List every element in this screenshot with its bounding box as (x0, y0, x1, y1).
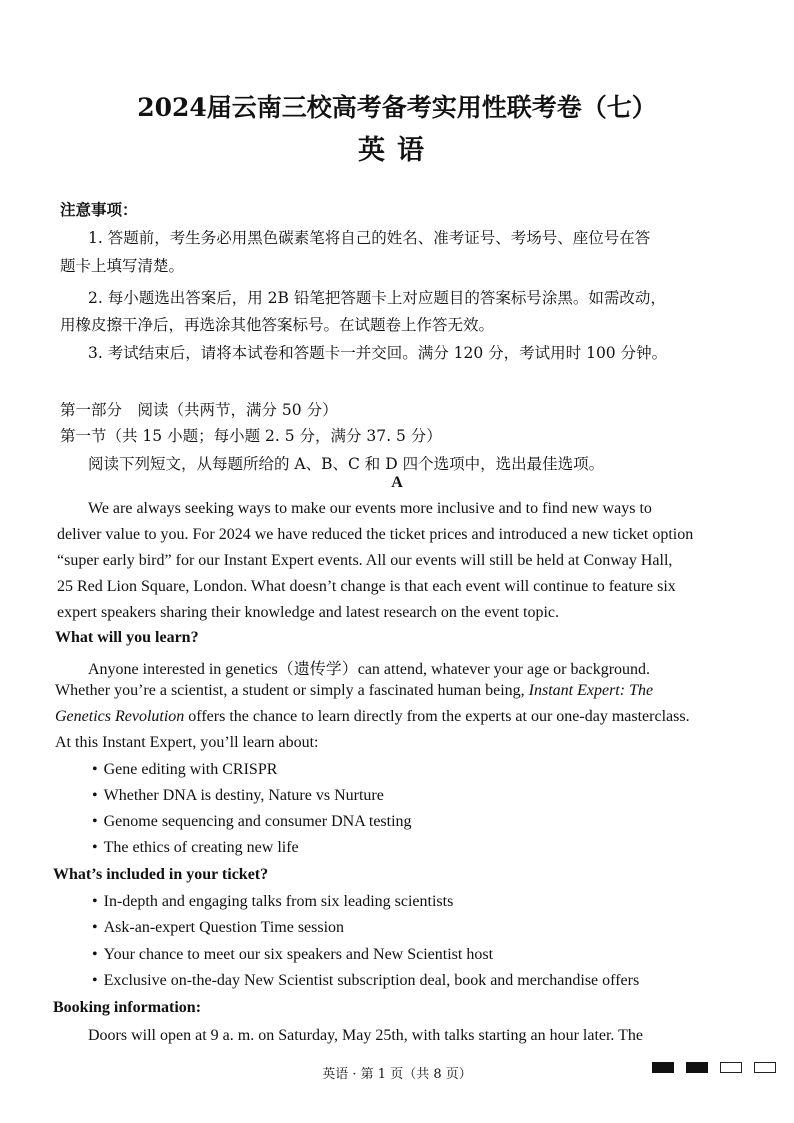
passage-line: 25 Red Lion Square, London. What doesn’t change is that each event will continue to feature six (57, 578, 676, 595)
event-title-italic: Instant Expert: The (528, 682, 654, 699)
bullet-icon: • (92, 893, 98, 910)
list-item (92, 761, 277, 779)
list-item-text: Your chance to meet our six speakers and New Scientist host (103, 946, 494, 963)
instruction-text: 阅读下列短文，从每题所给的 A、B、C 和 D 四个选项中，选出最佳选项。 (88, 455, 605, 473)
list-item (92, 946, 493, 964)
notes-line: 题卡上填写清楚。 (60, 257, 185, 275)
passage-line (55, 708, 690, 726)
event-title-italic: Genetics Revolution (55, 708, 185, 725)
notes-heading: 注意事项： (60, 200, 138, 219)
passage-text: Whether you’re a scientist, a student or simply a fascinated human being, (55, 682, 525, 699)
section-heading: 第一节（共 15 小题；每小题 2. 5 分，满分 37. 5 分） (60, 427, 442, 445)
list-item (92, 813, 412, 831)
part-heading: 第一部分 阅读（共两节，满分 50 分） (60, 401, 338, 419)
section-heading-ticket: What’s included in your ticket? (53, 866, 269, 883)
list-item-text: Exclusive on-the-day New Scientist subscription deal, book and merchandise offers (103, 972, 640, 989)
exam-title: 2024届云南三校高考备考实用性联考卷（七） (137, 93, 657, 122)
list-item-text: Gene editing with CRISPR (103, 761, 278, 778)
passage-line: At this Instant Expert, you’ll learn about: (55, 734, 319, 751)
passage-line: Doors will open at 9 a. m. on Saturday, May 25th, with talks starting an hour later. The (88, 1027, 644, 1044)
bullet-icon: • (92, 761, 98, 778)
list-item-text: Genome sequencing and consumer DNA testing (103, 813, 412, 830)
list-item (92, 919, 344, 937)
bullet-icon: • (92, 839, 98, 856)
list-item-text: The ethics of creating new life (103, 839, 299, 856)
filled-mark-icon (686, 1062, 708, 1073)
list-item-text: Whether DNA is destiny, Nature vs Nurture (103, 787, 384, 804)
passage-line: “super early bird” for our Instant Expert events. All our events will still be held at Conway Hall, (57, 552, 673, 569)
bullet-icon: • (92, 946, 98, 963)
passage-line: deliver value to you. For 2024 we have reduced the ticket prices and introduced a new ticket option (57, 526, 694, 543)
filled-mark-icon (652, 1062, 674, 1073)
notes-line: 3. 考试结束后，请将本试卷和答题卡一并交回。满分 120 分，考试用时 100 分钟。 (88, 344, 668, 362)
section-heading-learn: What will you learn? (55, 629, 199, 646)
list-item-text: Ask-an-expert Question Time session (103, 919, 345, 936)
bullet-icon: • (92, 787, 98, 804)
list-item (92, 787, 384, 805)
empty-mark-icon (754, 1062, 776, 1073)
passage-label: A (391, 474, 403, 491)
passage-text: offers the chance to learn directly from the experts at our one-day masterclass. (188, 708, 690, 725)
list-item (92, 972, 639, 990)
list-item (92, 893, 453, 911)
passage-line: expert speakers sharing their knowledge and latest research on the event topic. (57, 604, 560, 621)
notes-line: 2. 每小题选出答案后，用 2B 铅笔把答题卡上对应题目的答案标号涂黑。如需改动， (88, 289, 666, 307)
section-heading-booking: Booking information: (53, 999, 202, 1016)
passage-line: We are always seeking ways to make our events more inclusive and to find new ways to (88, 500, 652, 517)
passage-line (55, 682, 653, 700)
empty-mark-icon (720, 1062, 742, 1073)
list-item-text: In-depth and engaging talks from six leading scientists (103, 893, 454, 910)
bullet-icon: • (92, 919, 98, 936)
list-item (92, 839, 299, 857)
notes-line: 1. 答题前，考生务必用黑色碳素笔将自己的姓名、准考证号、考场号、座位号在答 (88, 229, 651, 247)
notes-line: 用橡皮擦干净后，再选涂其他答案标号。在试题卷上作答无效。 (60, 316, 495, 334)
page-footer: 英语 · 第 1 页（共 8 页） (322, 1067, 472, 1082)
subject-title: 英语 (358, 135, 436, 166)
passage-line: Anyone interested in genetics（遗传学）can attend, whatever your age or background. (88, 661, 651, 678)
bullet-icon: • (92, 813, 98, 830)
page-marks (652, 1062, 776, 1073)
bullet-icon: • (92, 972, 98, 989)
